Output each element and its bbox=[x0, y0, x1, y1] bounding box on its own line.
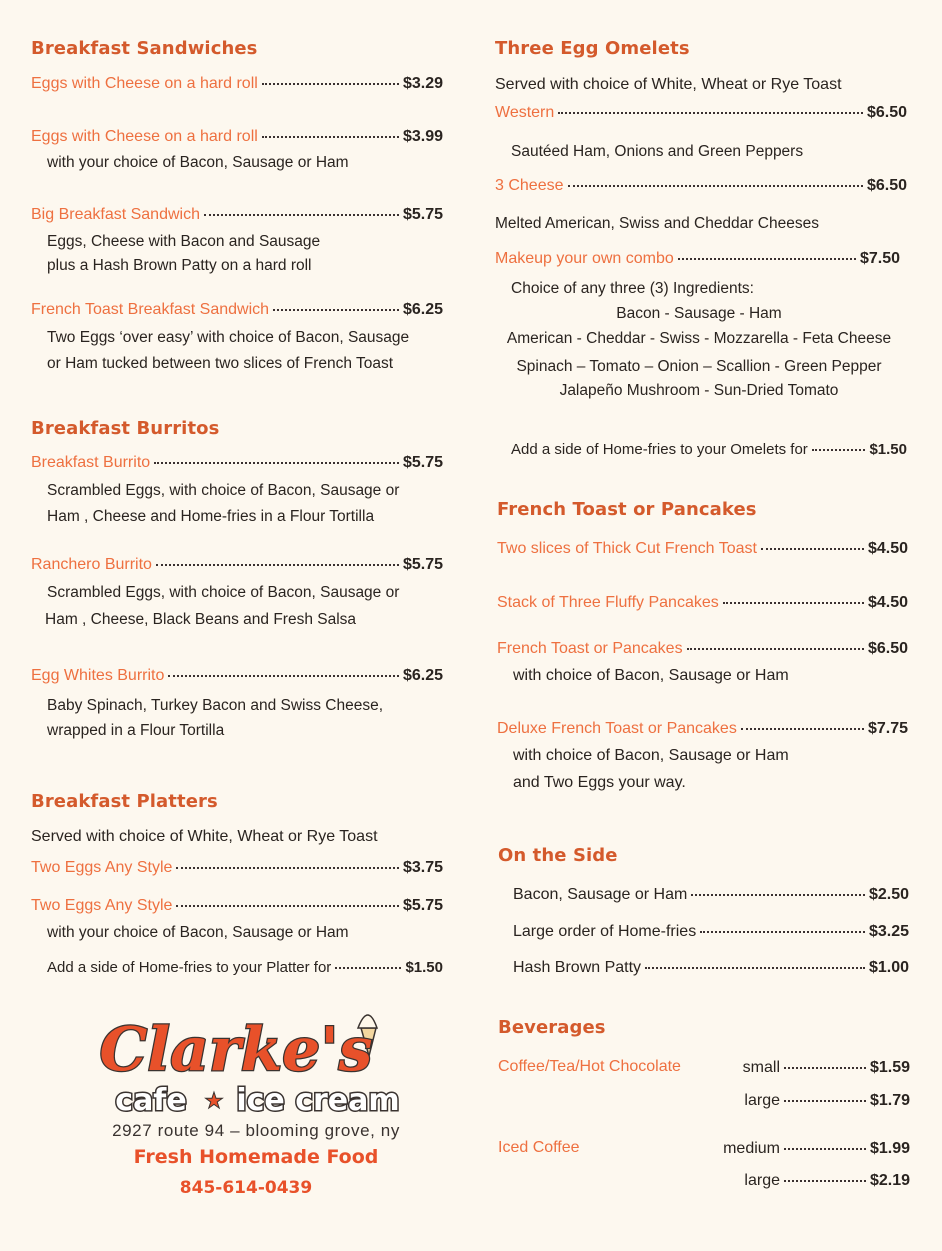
item-price: $6.25 bbox=[402, 667, 443, 684]
leader-dots bbox=[678, 258, 856, 260]
item-name: Two slices of Thick Cut French Toast bbox=[497, 540, 757, 557]
slogan: Fresh Homemade Food bbox=[133, 1146, 379, 1168]
menu-item bbox=[31, 556, 443, 574]
star-icon: ★ bbox=[204, 1089, 224, 1114]
item-name: Big Breakfast Sandwich bbox=[31, 206, 200, 223]
menu-item bbox=[31, 75, 443, 93]
item-price: $7.50 bbox=[859, 250, 900, 267]
leader-dots bbox=[645, 967, 865, 969]
leader-dots bbox=[262, 136, 399, 138]
section-subtitle: Served with choice of White, Wheat or Rye Toast bbox=[31, 828, 378, 845]
item-description: Ham , Cheese, Black Beans and Fresh Salsa bbox=[45, 611, 357, 628]
menu-item bbox=[513, 959, 909, 977]
menu-item bbox=[31, 301, 443, 319]
item-description: with your choice of Bacon, Sausage or Ham bbox=[47, 154, 349, 171]
item-description: Melted American, Swiss and Cheddar Cheeses bbox=[495, 215, 819, 232]
item-description: plus a Hash Brown Patty on a hard roll bbox=[47, 257, 312, 274]
item-name: Eggs with Cheese on a hard roll bbox=[31, 128, 258, 145]
item-name: Ranchero Burrito bbox=[31, 556, 152, 573]
item-name: Deluxe French Toast or Pancakes bbox=[497, 720, 737, 737]
logo-tagline-cafe: cafe bbox=[115, 1083, 187, 1118]
size-label: large bbox=[744, 1172, 780, 1189]
addon-label: Add a side of Home-fries to your Platter for bbox=[47, 959, 332, 976]
beverage-size-row bbox=[720, 1059, 910, 1077]
section-title-french-toast-pancakes: French Toast or Pancakes bbox=[497, 499, 757, 520]
logo-wordmark: Clarke's bbox=[99, 1015, 373, 1085]
menu-item bbox=[31, 128, 443, 146]
item-name: Two Eggs Any Style bbox=[31, 897, 173, 914]
item-description: Two Eggs ‘over easy’ with choice of Bacon, Sausage bbox=[47, 329, 410, 346]
leader-dots bbox=[741, 728, 864, 730]
addon-row bbox=[47, 959, 443, 976]
item-price: $3.25 bbox=[868, 923, 909, 940]
addon-price: $1.50 bbox=[869, 441, 907, 458]
item-description: and Two Eggs your way. bbox=[513, 774, 686, 791]
leader-dots bbox=[335, 967, 401, 969]
item-price: $5.75 bbox=[402, 556, 443, 573]
menu-item bbox=[497, 720, 908, 738]
section-title-beverages: Beverages bbox=[498, 1017, 606, 1038]
menu-item bbox=[497, 640, 908, 658]
section-title-breakfast-sandwiches: Breakfast Sandwiches bbox=[31, 38, 258, 59]
clarkes-logo bbox=[86, 998, 426, 1118]
item-name: Eggs with Cheese on a hard roll bbox=[31, 75, 258, 92]
ingredients-line: American - Cheddar - Swiss - Mozzarella - Feta Cheese bbox=[506, 330, 892, 347]
menu-item bbox=[497, 540, 908, 558]
item-price: $6.25 bbox=[402, 301, 443, 318]
item-price: $7.75 bbox=[867, 720, 908, 737]
leader-dots bbox=[558, 112, 863, 114]
leader-dots bbox=[784, 1067, 866, 1069]
logo-graphic bbox=[86, 998, 426, 1118]
leader-dots bbox=[691, 894, 865, 896]
item-description: or Ham tucked between two slices of French Toast bbox=[47, 355, 394, 372]
item-name: French Toast Breakfast Sandwich bbox=[31, 301, 270, 318]
ingredients-line: Jalapeño Mushroom - Sun-Dried Tomato bbox=[559, 382, 839, 399]
address: 2927 route 94 – blooming grove, ny bbox=[112, 1121, 400, 1140]
item-price: $3.29 bbox=[402, 75, 443, 92]
leader-dots bbox=[784, 1148, 866, 1150]
item-name: Stack of Three Fluffy Pancakes bbox=[497, 594, 719, 611]
item-description: Scrambled Eggs, with choice of Bacon, Sausage or bbox=[47, 482, 400, 499]
menu-item bbox=[513, 923, 909, 941]
size-label: large bbox=[744, 1092, 780, 1109]
section-title-three-egg-omelets: Three Egg Omelets bbox=[495, 38, 690, 59]
menu-item bbox=[495, 250, 900, 268]
menu-item bbox=[497, 594, 908, 612]
menu-item bbox=[31, 859, 443, 877]
leader-dots bbox=[761, 548, 864, 550]
item-name: Hash Brown Patty bbox=[513, 959, 642, 976]
section-title-on-the-side: On the Side bbox=[498, 845, 618, 866]
item-description: Sautéed Ham, Onions and Green Peppers bbox=[511, 143, 804, 160]
beverage-name: Iced Coffee bbox=[498, 1139, 580, 1156]
item-name: 3 Cheese bbox=[495, 177, 564, 194]
item-price: $5.75 bbox=[402, 897, 443, 914]
leader-dots bbox=[784, 1100, 866, 1102]
item-description: Choice of any three (3) Ingredients: bbox=[511, 280, 754, 297]
ingredients-line: Spinach – Tomato – Onion – Scallion - Green Pepper bbox=[516, 358, 882, 375]
item-price: $2.50 bbox=[868, 886, 909, 903]
leader-dots bbox=[176, 905, 399, 907]
item-price: $4.50 bbox=[867, 540, 908, 557]
menu-item bbox=[31, 897, 443, 915]
section-title-breakfast-burritos: Breakfast Burritos bbox=[31, 418, 220, 439]
item-name: Western bbox=[495, 104, 555, 121]
leader-dots bbox=[723, 602, 864, 604]
item-price: $6.50 bbox=[866, 104, 907, 121]
item-description: Eggs, Cheese with Bacon and Sausage bbox=[47, 233, 321, 250]
item-name: Bacon, Sausage or Ham bbox=[513, 886, 688, 903]
leader-dots bbox=[176, 867, 399, 869]
menu-item bbox=[31, 667, 443, 685]
item-price: $3.99 bbox=[402, 128, 443, 145]
item-description: with your choice of Bacon, Sausage or Ham bbox=[47, 924, 349, 941]
ingredients-line: Bacon - Sausage - Ham bbox=[616, 305, 782, 322]
item-price: $1.00 bbox=[868, 959, 909, 976]
item-description: Baby Spinach, Turkey Bacon and Swiss Cheese, bbox=[47, 697, 384, 714]
item-description: wrapped in a Flour Tortilla bbox=[47, 722, 225, 739]
beverage-name: Coffee/Tea/Hot Chocolate bbox=[498, 1058, 681, 1075]
menu-item bbox=[495, 104, 907, 122]
item-price: $3.75 bbox=[402, 859, 443, 876]
addon-price: $1.50 bbox=[405, 959, 443, 976]
item-name: Makeup your own combo bbox=[495, 250, 674, 267]
section-title-breakfast-platters: Breakfast Platters bbox=[31, 791, 218, 812]
size-price: $2.19 bbox=[869, 1172, 910, 1189]
leader-dots bbox=[812, 449, 866, 451]
leader-dots bbox=[687, 648, 864, 650]
leader-dots bbox=[168, 675, 399, 677]
item-description: Scrambled Eggs, with choice of Bacon, Sausage or bbox=[47, 584, 400, 601]
item-name: Two Eggs Any Style bbox=[31, 859, 173, 876]
addon-label: Add a side of Home-fries to your Omelets for bbox=[511, 441, 808, 458]
leader-dots bbox=[204, 214, 399, 216]
item-name: French Toast or Pancakes bbox=[497, 640, 683, 657]
beverage-size-row bbox=[718, 1172, 910, 1190]
beverage-size-row bbox=[720, 1092, 910, 1110]
item-price: $5.75 bbox=[402, 454, 443, 471]
size-price: $1.79 bbox=[869, 1092, 910, 1109]
leader-dots bbox=[700, 931, 865, 933]
section-subtitle: Served with choice of White, Wheat or Rye Toast bbox=[495, 76, 842, 93]
size-price: $1.99 bbox=[869, 1140, 910, 1157]
size-label: medium bbox=[723, 1140, 780, 1157]
item-price: $5.75 bbox=[402, 206, 443, 223]
leader-dots bbox=[784, 1180, 866, 1182]
addon-row bbox=[511, 441, 907, 458]
leader-dots bbox=[273, 309, 399, 311]
item-price: $6.50 bbox=[866, 177, 907, 194]
phone-number: 845-614-0439 bbox=[179, 1178, 313, 1198]
item-description: with choice of Bacon, Sausage or Ham bbox=[513, 667, 789, 684]
item-price: $4.50 bbox=[867, 594, 908, 611]
item-name: Large order of Home-fries bbox=[513, 923, 697, 940]
leader-dots bbox=[262, 83, 399, 85]
leader-dots bbox=[568, 185, 863, 187]
menu-item bbox=[495, 177, 907, 195]
leader-dots bbox=[154, 462, 399, 464]
menu-item bbox=[31, 454, 443, 472]
menu-item bbox=[31, 206, 443, 224]
leader-dots bbox=[156, 564, 399, 566]
item-description: with choice of Bacon, Sausage or Ham bbox=[513, 747, 789, 764]
item-price: $6.50 bbox=[867, 640, 908, 657]
size-price: $1.59 bbox=[869, 1059, 910, 1076]
size-label: small bbox=[742, 1059, 780, 1076]
logo-tagline-ice-cream: ice cream bbox=[236, 1083, 400, 1118]
item-description: Ham , Cheese and Home-fries in a Flour Tortilla bbox=[47, 508, 375, 525]
beverage-size-row bbox=[718, 1140, 910, 1158]
item-name: Egg Whites Burrito bbox=[31, 667, 165, 684]
item-name: Breakfast Burrito bbox=[31, 454, 151, 471]
menu-item bbox=[513, 886, 909, 904]
